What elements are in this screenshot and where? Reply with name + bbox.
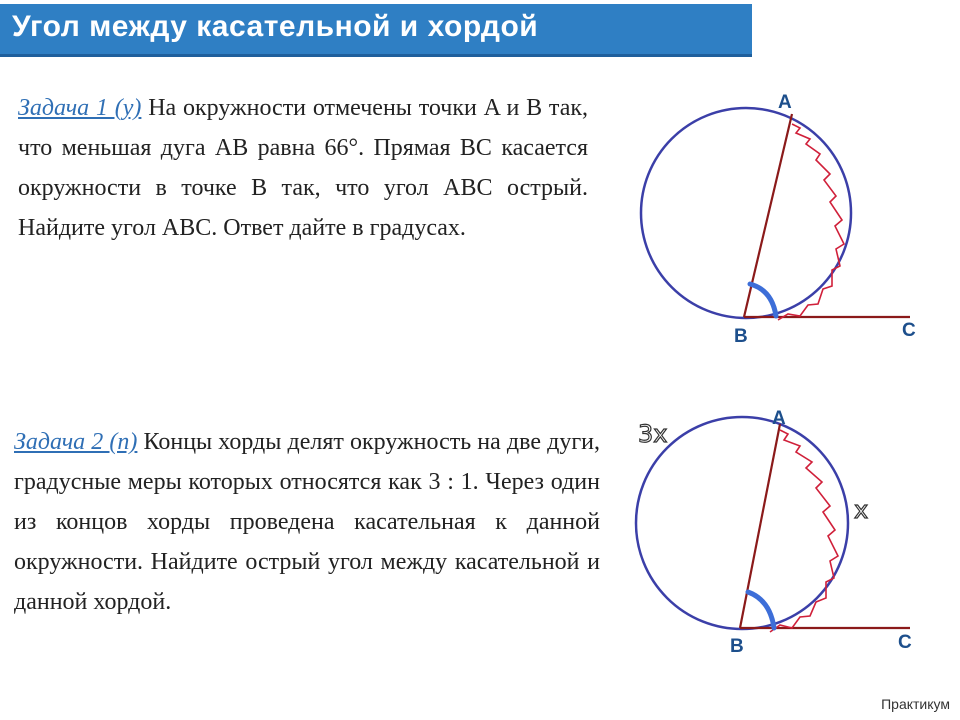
page-title: Угол между касательной и хордой: [12, 10, 539, 43]
task-1: [18, 88, 588, 248]
point-b-label: B: [734, 326, 748, 347]
angle-mark: [748, 592, 774, 628]
figure-1: [620, 84, 940, 354]
title-band: [0, 4, 752, 57]
circle: [636, 417, 848, 629]
task-2-label: Задача 2 (п): [14, 429, 138, 455]
point-b-label: B: [730, 636, 744, 657]
figure-2: [620, 400, 940, 670]
figure-2-drawing: [620, 400, 940, 670]
task-2-text: Концы хорды делят окружность на две дуги, градусные меры которых относятся как 3 : 1. Через один из концов хорды проведена касательная к данной окружности. Найдите острый угол между касательной и данной хордой.: [14, 429, 601, 615]
task-1-text: На окружности отмечены точки A и B так, что меньшая дуга AB равна 66°. Прямая BC касается окружности в точке B так, что угол ABC острый. Найдите угол ABC. Ответ дайте в градусах.: [18, 95, 589, 241]
task-1-label: Задача 1 (у): [18, 95, 142, 121]
figure-1-drawing: [620, 84, 940, 354]
arc-mark: [778, 124, 844, 320]
small-arc-note: x: [854, 496, 869, 524]
angle-mark: [750, 284, 776, 316]
point-a-label: A: [778, 92, 792, 113]
point-c-label: C: [902, 320, 916, 341]
task-2: [14, 422, 600, 622]
brand-label: Практикум: [881, 696, 950, 712]
title-bar: [0, 0, 960, 62]
point-c-label: C: [898, 632, 912, 653]
large-arc-note: 3x: [638, 420, 668, 448]
circle: [641, 108, 851, 318]
point-a-label: A: [772, 408, 786, 429]
